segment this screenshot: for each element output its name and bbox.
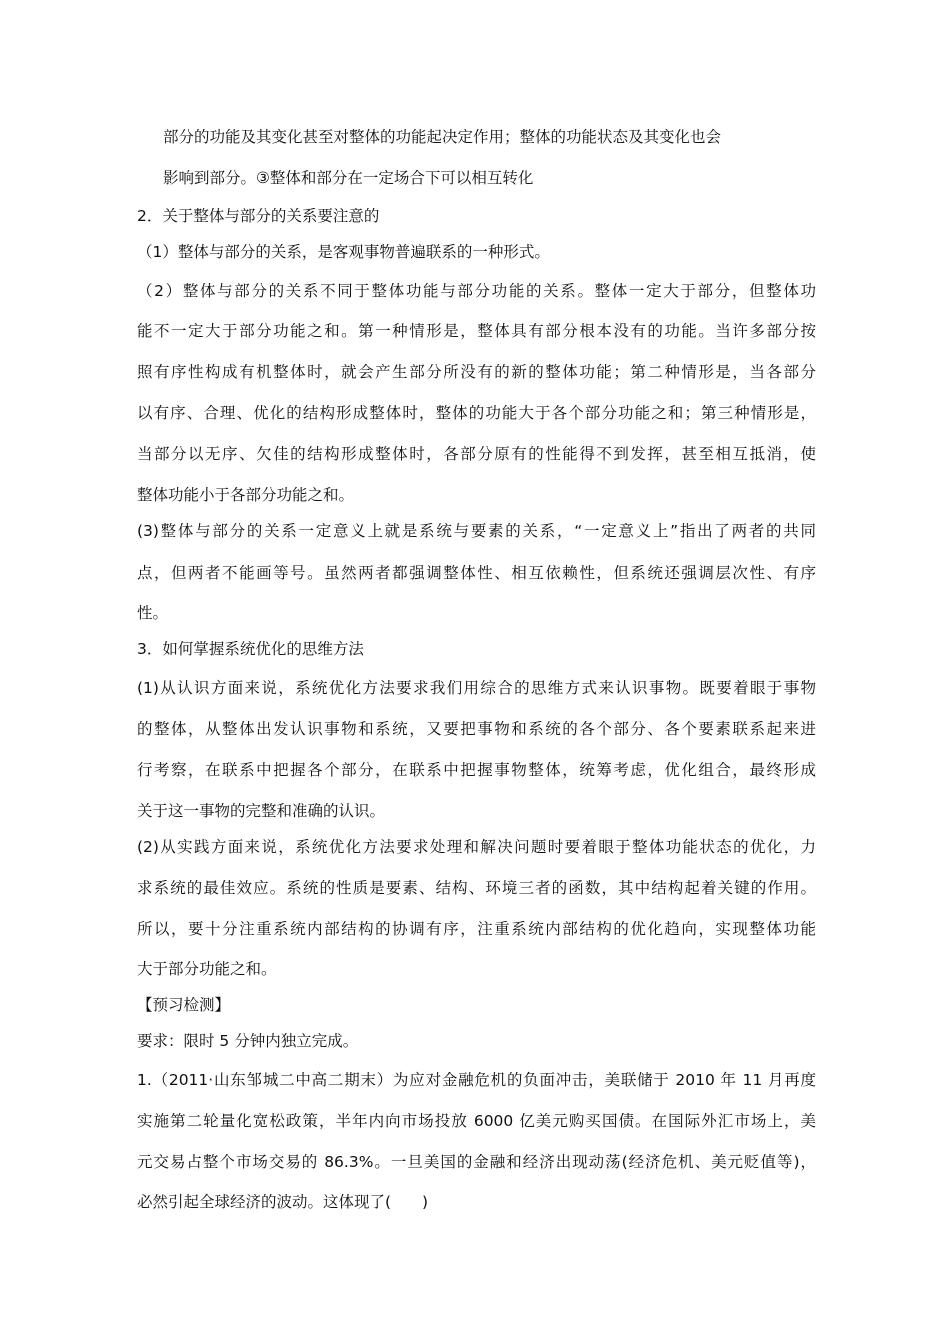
text-line: 当部分以无序、欠佳的结构形成整体时，各部分原有的性能得不到发挥，甚至相互抵消，使	[137, 445, 816, 463]
text-line: 以有序、合理、优化的结构形成整体时，整体的功能大于各个部分功能之和；第三种情形是，	[137, 404, 816, 422]
question-text: 元交易占整个市场交易的 86.3%。一旦美国的金融和经济出现动荡(经济危机、美元贬值等)，	[137, 1153, 816, 1171]
text-line: 性。	[137, 604, 169, 622]
text-line: (3)整体与部分的关系一定意义上就是系统与要素的关系，“一定意义上”指出了两者的共同	[137, 522, 816, 540]
text-line: 点，但两者不能画等号。虽然两者都强调整体性、相互依赖性，但系统还强调层次性、有序	[137, 564, 816, 582]
text-line: （2）整体与部分的关系不同于整体功能与部分功能的关系。整体一定大于部分，但整体功	[137, 282, 816, 300]
text-line: （1）整体与部分的关系，是客观事物普遍联系的一种形式。	[137, 243, 550, 261]
text-line: 大于部分功能之和。	[137, 960, 277, 978]
text-line: 照有序性构成有机整体时，就会产生部分所没有的新的整体功能；第二种情形是，当各部分	[137, 363, 816, 381]
text-line: (1)从认识方面来说，系统优化方法要求我们用综合的思维方式来认识事物。既要着眼于事物	[137, 679, 816, 697]
section-heading: 3．如何掌握系统优化的思维方法	[137, 640, 364, 658]
text-line: 求系统的最佳效应。系统的性质是要素、结构、环境三者的函数，其中结构起着关键的作用。	[137, 879, 816, 897]
text-line: 部分的功能及其变化甚至对整体的功能起决定作用；整体的功能状态及其变化也会	[163, 128, 722, 146]
text-line: 整体功能小于各部分功能之和。	[137, 486, 355, 504]
text-line: 能不一定大于部分功能之和。第一种情形是，整体具有部分根本没有的功能。当许多部分按	[137, 322, 816, 340]
question-text: 必然引起全球经济的波动。这体现了( )	[137, 1193, 429, 1211]
text-line: 的整体，从整体出发认识事物和系统，又要把事物和系统的各个部分、各个要素联系起来进	[137, 720, 816, 738]
section-heading: 【预习检测】	[137, 996, 231, 1014]
question-text: 实施第二轮量化宽松政策，半年内向市场投放 6000 亿美元购买国债。在国际外汇市场上，美	[137, 1112, 816, 1130]
text-line: (2)从实践方面来说，系统优化方法要求处理和解决问题时要着眼于整体功能状态的优化，力	[137, 838, 816, 856]
text-line: 行考察，在联系中把握各个部分，在联系中把握事物整体，统筹考虑，优化组合，最终形成	[137, 761, 816, 779]
question-text: 1.（2011·山东邹城二中高二期末）为应对金融危机的负面冲击，美联储于 2010 年 11 月再度	[137, 1071, 816, 1089]
text-line: 所以，要十分注重系统内部结构的协调有序，注重系统内部结构的优化趋向，实现整体功能	[137, 920, 816, 938]
text-line: 关于这一事物的完整和准确的认识。	[137, 802, 386, 820]
text-line: 影响到部分。③整体和部分在一定场合下可以相互转化	[163, 169, 534, 187]
text-line: 要求：限时 5 分钟内独立完成。	[137, 1032, 359, 1050]
section-heading: 2．关于整体与部分的关系要注意的	[137, 207, 380, 225]
